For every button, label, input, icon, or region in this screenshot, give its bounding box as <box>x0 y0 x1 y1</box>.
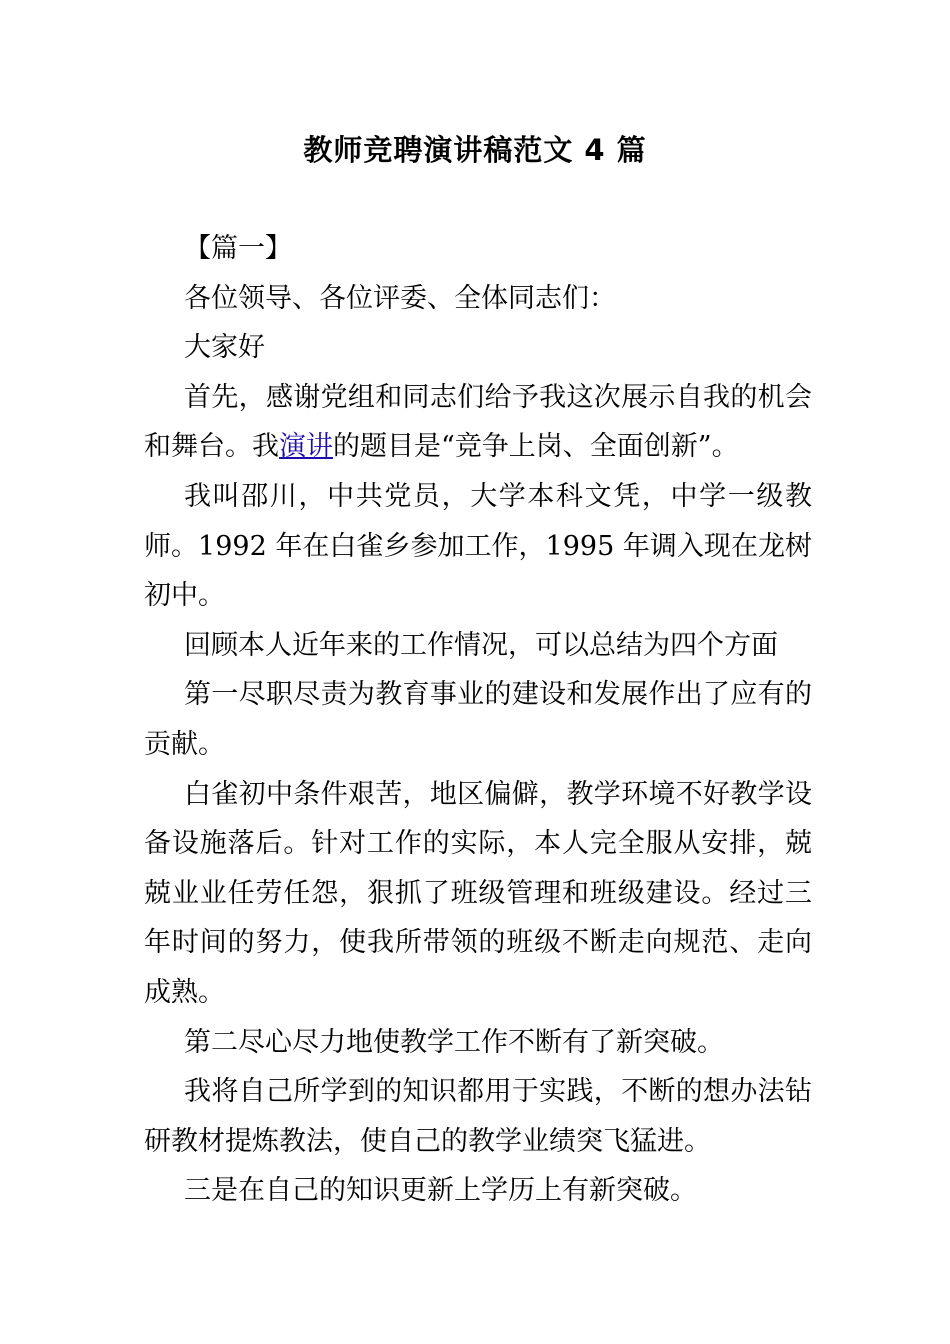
paragraph-opening <box>144 373 812 472</box>
section-heading: 【篇一】 <box>184 233 292 264</box>
paragraph-opening-text-a: 首先，感谢党组和同志们给予我这次展示自我的机会和舞台。我 <box>144 381 812 463</box>
paragraph-point-three: 三是在自己的知识更新上学历上有新突破。 <box>184 1175 697 1207</box>
speech-link[interactable]: 演讲 <box>279 431 333 463</box>
salutation: 各位领导、各位评委、全体同志们： <box>184 282 616 314</box>
paragraph-introduction: 我叫邵川，中共党员，大学本科文凭，中学一级教师。1992 年在白雀乡参加工作，1995 年调入现在龙树初中。 <box>144 480 812 612</box>
greeting: 大家好 <box>184 332 265 364</box>
document-title: 教师竞聘演讲稿范文 4 篇 <box>303 133 647 167</box>
paragraph-opening-text-b: 的题目是“竞争上岗、全面创新”。 <box>333 431 739 463</box>
paragraph-point-two-detail: 我将自己所学到的知识都用于实践，不断的想办法钻研教材提炼教法，使自己的教学业绩突飞猛进。 <box>144 1076 812 1157</box>
paragraph-point-one-detail: 白雀初中条件艰苦，地区偏僻，教学环境不好教学设备设施落后。针对工作的实际，本人完全服从安排，兢兢业业任劳任怨，狠抓了班级管理和班级建设。经过三年时间的努力，使我所带领的班级不断走向规范、走向成熟。 <box>144 778 812 1008</box>
paragraph-point-two: 第二尽心尽力地使教学工作不断有了新突破。 <box>184 1026 724 1058</box>
document-body <box>144 224 812 1216</box>
paragraph-review: 回顾本人近年来的工作情况，可以总结为四个方面 <box>184 629 778 661</box>
paragraph-point-one: 第一尽职尽责为教育事业的建设和发展作出了应有的贡献。 <box>144 679 812 760</box>
